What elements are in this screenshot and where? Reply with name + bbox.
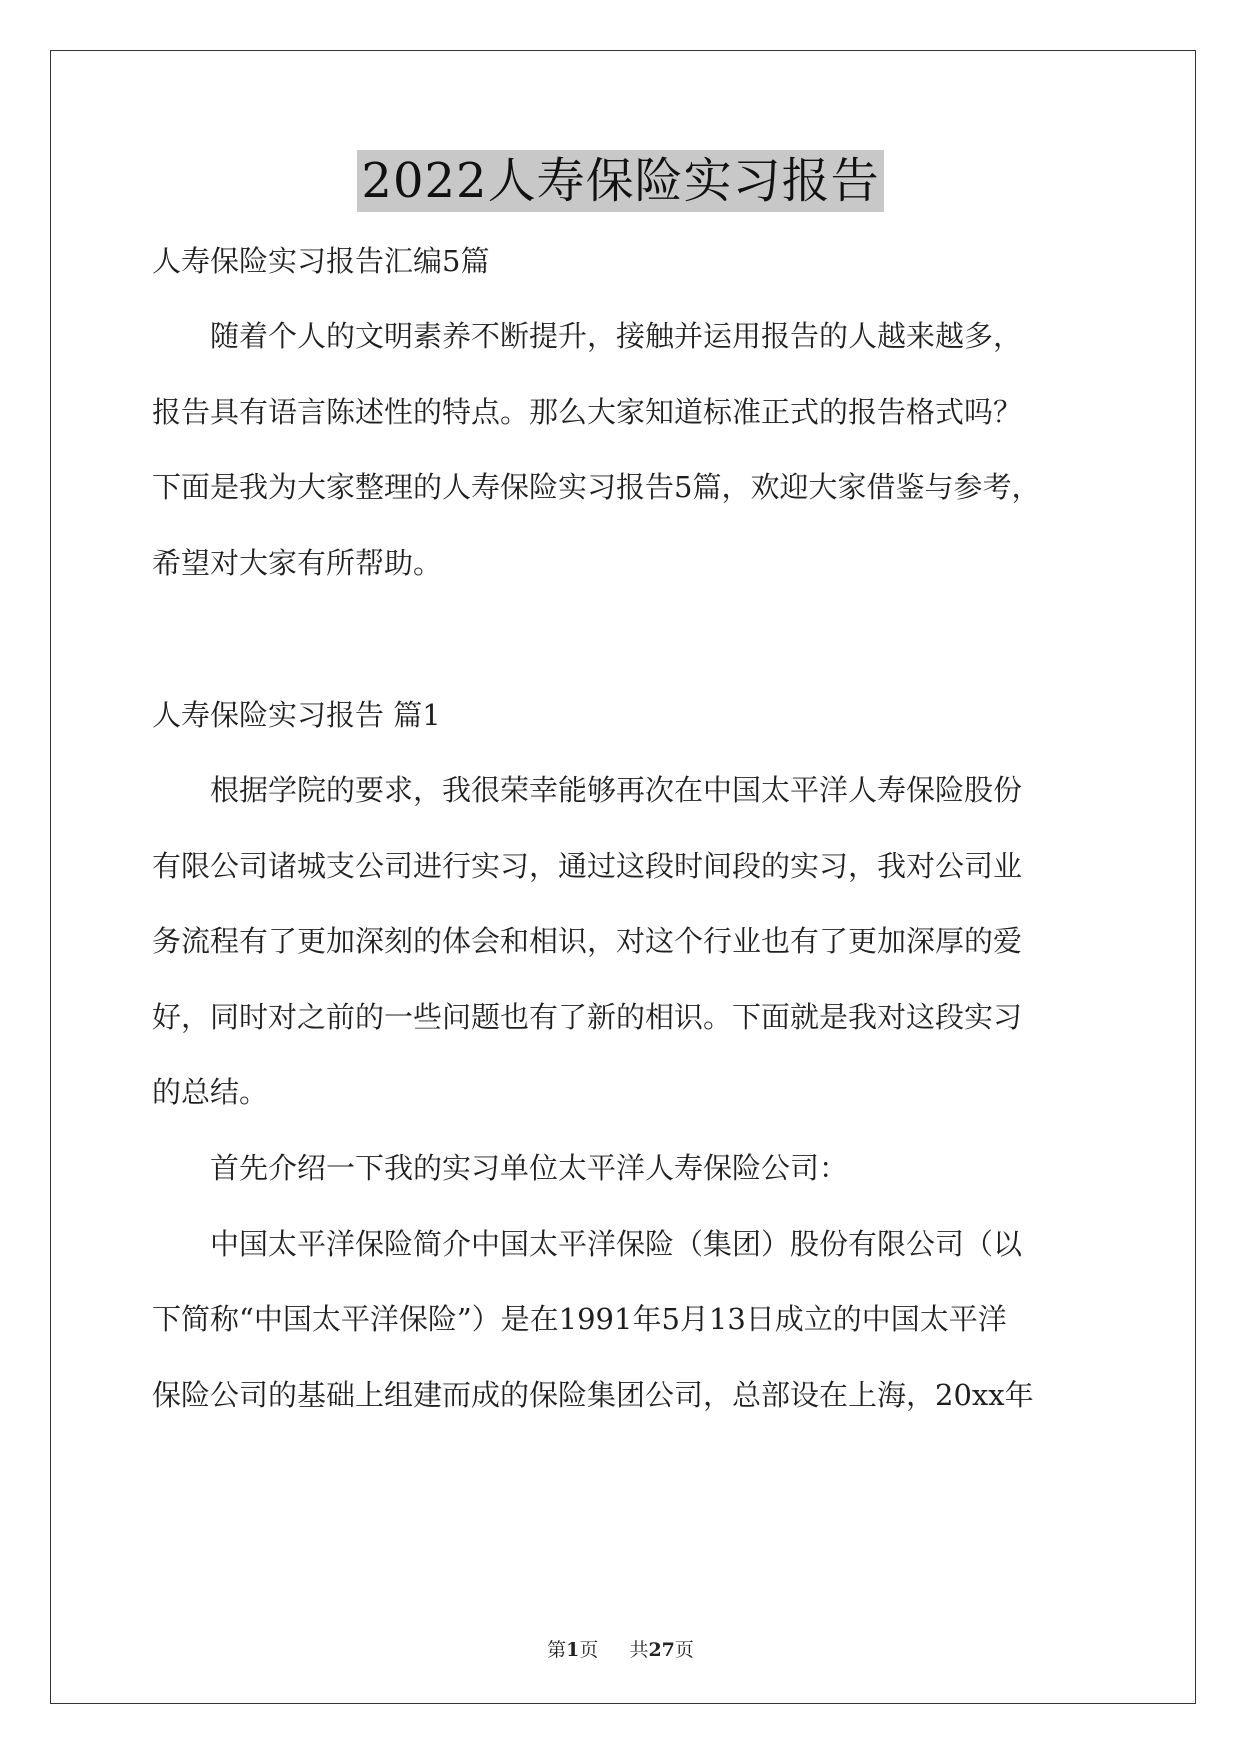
title-wrapper: [0, 150, 1241, 212]
paragraph-line: 的总结。: [152, 1075, 269, 1109]
paragraph-line: 希望对大家有所帮助。: [152, 546, 443, 580]
paragraph-line: 下面是我为大家整理的人寿保险实习报告5篇，欢迎大家借鉴与参考，: [152, 470, 1041, 504]
total-prefix: 共: [629, 1639, 649, 1661]
total-suffix: 页: [674, 1639, 694, 1661]
paragraph-line: 报告具有语言陈述性的特点。那么大家知道标准正式的报告格式吗？: [152, 395, 1023, 429]
total-pages: 27: [648, 1639, 675, 1661]
page-suffix: 页: [579, 1639, 599, 1661]
paragraph-line: 务流程有了更加深刻的体会和相识，对这个行业也有了更加深厚的爱: [152, 924, 1023, 958]
paragraph-line: 随着个人的文明素养不断提升，接触并运用报告的人越来越多，: [152, 319, 1023, 353]
page-number: 1: [566, 1639, 580, 1661]
paragraph-line: 下简称“中国太平洋保险”）是在1991年5月13日成立的中国太平洋: [152, 1302, 1007, 1336]
paragraph-line: 中国太平洋保险简介中国太平洋保险（集团）股份有限公司（以: [152, 1227, 1023, 1261]
section-heading: 人寿保险实习报告 篇1: [152, 698, 441, 732]
document-title: 2022人寿保险实习报告: [357, 150, 883, 212]
subtitle-line: 人寿保险实习报告汇编5篇: [152, 244, 490, 278]
paragraph-line: 首先介绍一下我的实习单位太平洋人寿保险公司：: [152, 1151, 849, 1185]
paragraph-line: 根据学院的要求，我很荣幸能够再次在中国太平洋人寿保险股份: [152, 773, 1023, 807]
paragraph-line: 好，同时对之前的一些问题也有了新的相识。下面就是我对这段实习: [152, 1000, 1023, 1034]
page-prefix: 第: [547, 1639, 567, 1661]
page-footer: [0, 1635, 1241, 1662]
paragraph-line: 保险公司的基础上组建而成的保险集团公司，总部设在上海，20xx年: [152, 1378, 1034, 1412]
paragraph-line: 有限公司诸城支公司进行实习，通过这段时间段的实习，我对公司业: [152, 849, 1023, 883]
